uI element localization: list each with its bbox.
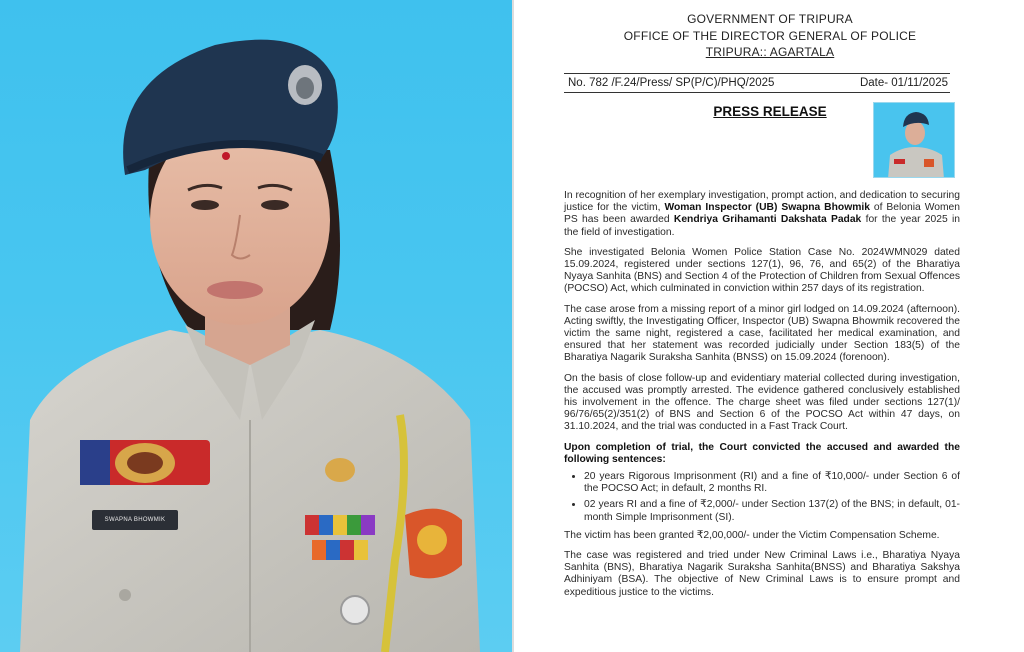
press-release-document bbox=[512, 0, 1024, 652]
reference-number: No. 782 /F.24/Press/ SP(P/C)/PHQ/2025 bbox=[568, 77, 775, 89]
paragraph-award-text-1: In recognition of her exemplary investigation, prompt action, and dedication to securing justice for the victim, bbox=[564, 190, 960, 214]
paragraph-award-text-2: of Belonia Women PS has been awarded bbox=[564, 202, 960, 226]
collar-pin-icon bbox=[325, 458, 355, 482]
government-heading: GOVERNMENT OF TRIPURA bbox=[687, 12, 853, 26]
conviction-heading: Upon completion of trial, the Court convicted the accused and awarded the following sentences: bbox=[564, 441, 960, 465]
officer-thumbnail-illustration bbox=[874, 103, 955, 178]
office-heading: OFFICE OF THE DIRECTOR GENERAL OF POLICE bbox=[623, 29, 917, 43]
name-tag-text: SWAPNA BHOWMIK bbox=[104, 517, 166, 523]
paragraph-background: The case arose from a missing report of a minor girl lodged on 14.09.2024 (afternoon). Acting swiftly, the Investigating Officer, Inspector (UB) Swapna Bhowmik recovered the victim the same night, registered a case, facilitated her medical examination, and ensured that her statement was recorded judicially under Section 183(5) of the Bharatiya Nagarik Suraksha Sanhita (BNSS) on 15.09.2024 (forenoon). bbox=[564, 303, 960, 364]
paragraph-investigation: On the basis of close follow-up and evidentiary material collected during investigation, the accused was promptly arrested. The evidence gathered conclusively established his involvement in the offence. The charge sheet was filed under sections 127(1)/ 96/76/65(2)/351(2) of BNS and Section 6 of the POCSO Act within 47 days, on 31.10.2024, and the trial was conducted in a Fast Track Court. bbox=[564, 372, 960, 433]
paragraph-award-text-3: for the year 2025 in the field of investigation. bbox=[564, 214, 960, 238]
list-item: • 02 years RI and a fine of ₹2,000/- under Section 137(2) of the BNS; in default, 01-month Simple Imprisonment (SI). bbox=[584, 499, 960, 523]
list-item: • 20 years Rigorous Imprisonment (RI) and a fine of ₹10,000/- under Section 6 of the POCSO Act; in default, 2 months RI. bbox=[584, 471, 960, 495]
reference-date: Date- 01/11/2025 bbox=[859, 77, 948, 89]
paragraph-conviction bbox=[564, 442, 960, 466]
officer-thumbnail bbox=[873, 102, 955, 178]
paragraph-compensation: The victim has been granted ₹2,00,000/- under the Victim Compensation Scheme. bbox=[564, 529, 940, 541]
sentence-list bbox=[584, 471, 960, 524]
location-heading: TRIPURA:: AGARTALA bbox=[705, 45, 835, 59]
medal-icon bbox=[341, 596, 369, 624]
press-release-title: PRESS RELEASE bbox=[713, 104, 827, 119]
paragraph-new-laws: The case was registered and tried under New Criminal Laws i.e., Bharatiya Nyaya Sanhita (BNS), Bharatiya Nagarik Suraksha Sanhita(BNSS) and Bharatiya Sakshya Adhiniyam (BSA). The objective of New Criminal Laws is to ensure prompt and expeditious justice to the victims. bbox=[564, 550, 960, 598]
reference-row bbox=[564, 73, 950, 93]
paragraph-award bbox=[564, 190, 960, 239]
award-name: Kendriya Grihamanti Dakshata Padak bbox=[673, 214, 862, 226]
press-release-body bbox=[564, 190, 960, 607]
officer-name: Woman Inspector (UB) Swapna Bhowmik bbox=[664, 202, 870, 214]
paragraph-case: She investigated Belonia Women Police Station Case No. 2024WMN029 dated 15.09.2024, registered under sections 127(1), 96, 76, and 65(2) of the Bharatiya Nyaya Sanhita (BNS) and Section 4 of the Protection of Children from Sexual Offences (POCSO) Act, which culminated in conviction within 257 days of its registration. bbox=[564, 246, 960, 295]
